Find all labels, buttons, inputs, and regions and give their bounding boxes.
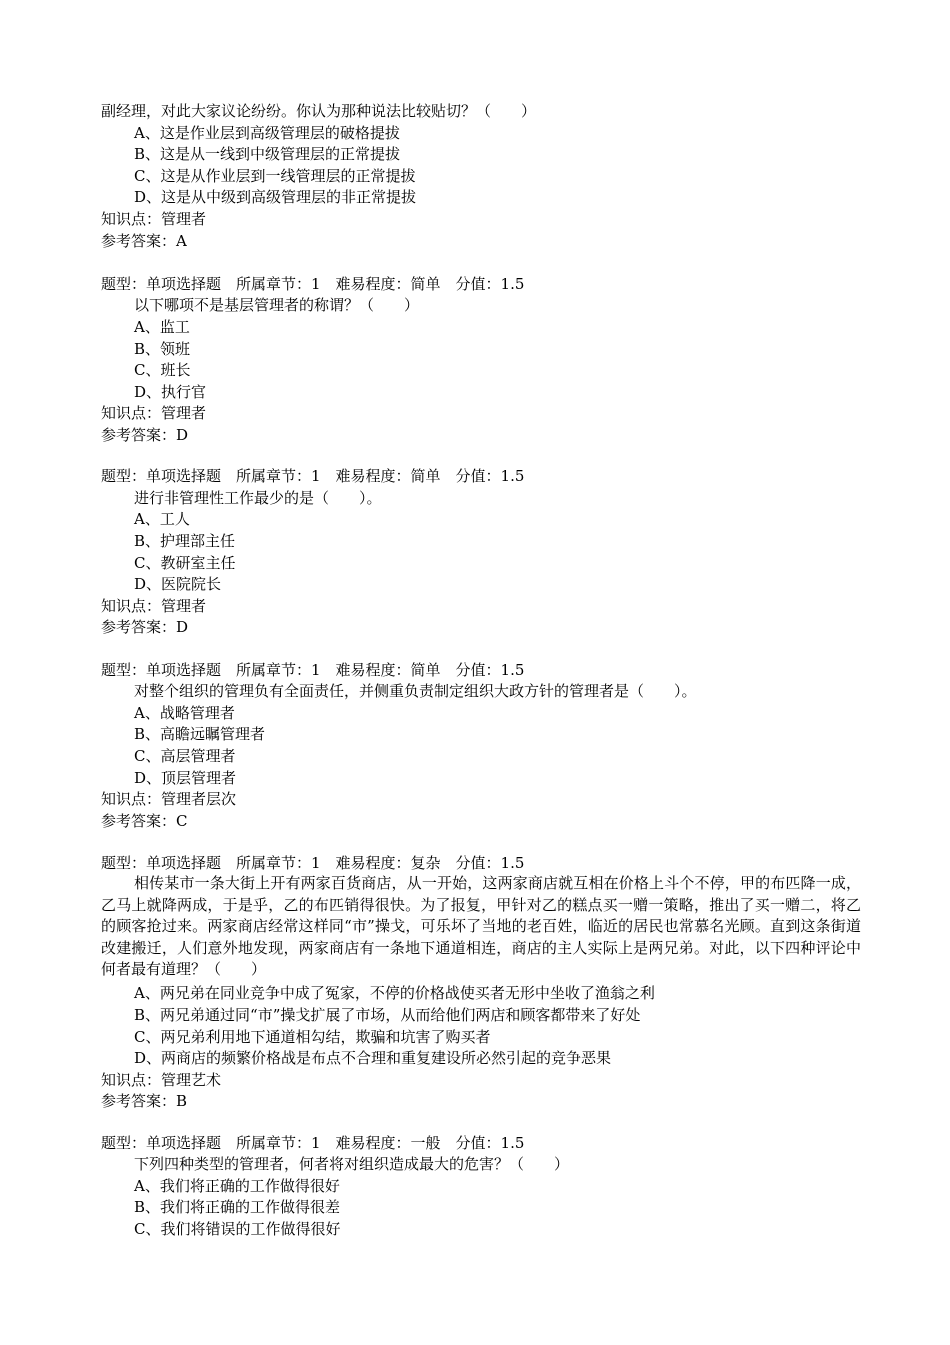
reference-answer: 参考答案：A	[101, 231, 187, 250]
knowledge-point: 知识点：管理者层次	[101, 790, 237, 809]
option-a: A、战略管理者	[134, 703, 235, 722]
question-meta: 题型：单项选择题 所属章节：1 难易程度：简单 分值：1.5	[101, 274, 525, 293]
option-b: B、我们将正确的工作做得很差	[134, 1198, 341, 1217]
option-d: D、顶层管理者	[134, 768, 237, 787]
option-d: D、两商店的频繁价格战是布点不合理和重复建设所必然引起的竞争恶果	[134, 1049, 612, 1068]
option-c: C、教研室主任	[134, 553, 236, 572]
option-a: A、两兄弟在同业竞争中成了冤家，不停的价格战使买者无形中坐收了渔翁之利	[134, 984, 655, 1003]
option-d: D、医院院长	[134, 575, 222, 594]
question-stem: 以下哪项不是基层管理者的称谓？（ ）	[134, 296, 420, 315]
question-meta: 题型：单项选择题 所属章节：1 难易程度：简单 分值：1.5	[101, 467, 525, 486]
question-stem: 副经理，对此大家议论纷纷。你认为那种说法比较贴切？（ ）	[101, 102, 537, 120]
option-c: C、两兄弟利用地下通道相勾结，欺骗和坑害了购买者	[134, 1027, 491, 1046]
option-d: D、这是从中级到高级管理层的非正常提拔	[134, 188, 417, 207]
option-b: B、两兄弟通过同“市”操戈扩展了市场，从而给他们两店和顾客都带来了好处	[134, 1006, 641, 1024]
knowledge-point: 知识点：管理者	[101, 596, 207, 615]
knowledge-point: 知识点：管理艺术	[101, 1070, 222, 1089]
option-b: B、领班	[134, 339, 191, 358]
option-c: C、高层管理者	[134, 747, 236, 765]
knowledge-point: 知识点：管理者	[101, 404, 207, 423]
question-meta: 题型：单项选择题 所属章节：1 难易程度：复杂 分值：1.5	[101, 854, 525, 872]
option-c: C、这是从作业层到一线管理层的正常提拔	[134, 166, 416, 185]
reference-answer: 参考答案：B	[101, 1092, 188, 1111]
question-meta: 题型：单项选择题 所属章节：1 难易程度：简单 分值：1.5	[101, 660, 525, 679]
option-a: A、监工	[134, 318, 190, 336]
option-a: A、工人	[134, 510, 190, 529]
question-stem: 进行非管理性工作最少的是（ ）。	[134, 488, 382, 507]
option-a: A、这是作业层到高级管理层的破格提拔	[134, 123, 400, 142]
option-a: A、我们将正确的工作做得很好	[134, 1176, 340, 1195]
knowledge-point: 知识点：管理者	[101, 210, 207, 228]
question-stem: 下列四种类型的管理者，何者将对组织造成最大的危害？（ ）	[134, 1155, 570, 1174]
reference-answer: 参考答案：D	[101, 618, 189, 637]
option-c: C、班长	[134, 361, 191, 380]
question-stem: 对整个组织的管理负有全面责任，并侧重负责制定组织大政方针的管理者是（ ）。	[134, 682, 697, 701]
option-b: B、护理部主任	[134, 532, 236, 550]
question-meta: 题型：单项选择题 所属章节：1 难易程度：一般 分值：1.5	[101, 1133, 525, 1152]
reference-answer: 参考答案：D	[101, 426, 189, 444]
option-d: D、执行官	[134, 382, 207, 401]
option-b: B、这是从一线到中级管理层的正常提拔	[134, 145, 401, 164]
question-stem-paragraph: 相传某市一条大街上开有两家百货商店，从一开始，这两家商店就互相在价格上斗个不停，甲的布匹降一成，乙马上就降两成，于是乎，乙的布匹销得很快。为了报复，甲针对乙的糕点买一赠一策略，推出了买一赠二，将乙的顾客抢过来。两家商店经常这样同“市”操戈，可乐坏了当地的老百姓，临近的居民也常慕名光顾。直到这条街道改建搬迁，人们意外地发现，两家商店有一条地下通道相连，商店的主人实际上是两兄弟。对此，以下四种评论中何者最有道理？（ ）	[101, 874, 861, 979]
reference-answer: 参考答案：C	[101, 811, 188, 830]
option-c: C、我们将错误的工作做得很好	[134, 1220, 341, 1238]
option-b: B、高瞻远瞩管理者	[134, 725, 266, 744]
